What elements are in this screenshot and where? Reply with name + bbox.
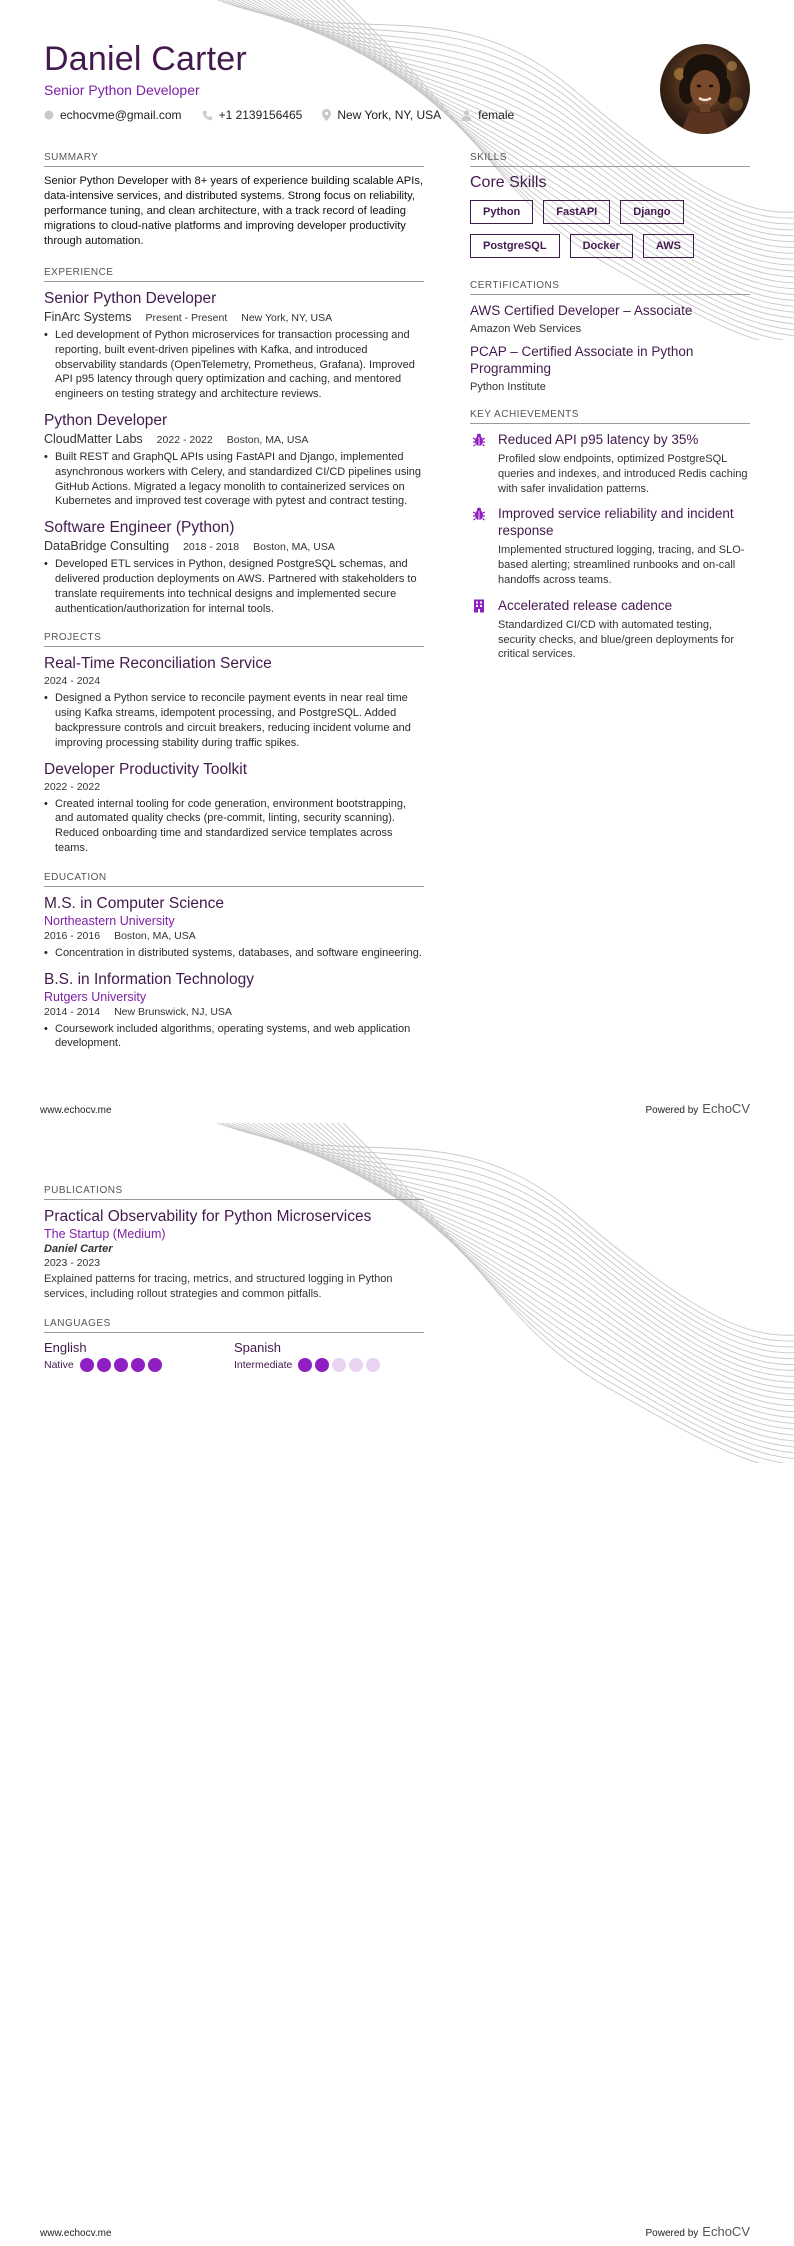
skill-tag: AWS <box>643 234 694 258</box>
language-item <box>234 1340 424 1372</box>
language-list <box>44 1340 424 1372</box>
education-bullets <box>44 1022 424 1052</box>
publication-publisher: The Startup (Medium) <box>44 1227 166 1241</box>
school-name: Rutgers University <box>44 989 147 1004</box>
education-meta <box>44 1006 424 1018</box>
job-meta <box>44 539 424 553</box>
job-dates: 2018 - 2018 <box>183 541 240 554</box>
brand-logo: EchoCV <box>702 2224 750 2239</box>
summary-heading: SUMMARY <box>44 152 424 167</box>
job-bullets <box>44 450 424 509</box>
job-dates: 2022 - 2022 <box>156 433 213 446</box>
project-item <box>44 760 424 856</box>
certification-issuer: Python Institute <box>470 381 546 393</box>
publications-heading: PUBLICATIONS <box>44 1185 424 1200</box>
proficiency-dot-empty <box>366 1358 380 1372</box>
publication-dates: 2023 - 2023 <box>44 1257 101 1269</box>
proficiency-dot-filled <box>315 1358 329 1372</box>
achievement-desc: Standardized CI/CD with automated testing, security checks, and blue/green deployments for critical services. <box>498 618 735 661</box>
location-text: New York, NY, USA <box>337 108 442 122</box>
projects-heading: PROJECTS <box>44 632 424 647</box>
education-item <box>44 894 424 961</box>
achievement-title: Accelerated release cadence <box>498 597 673 613</box>
degree-title: M.S. in Computer Science <box>44 894 225 912</box>
powered-by-text: Powered by <box>645 2228 699 2239</box>
publication-title: Practical Observability for Python Microservices <box>44 1208 372 1225</box>
achievement-item <box>470 505 750 587</box>
bullet-item: • Created internal tooling for code generation, environment bootstrapping, and automated quality checks (pre-commit, linting, security scanning). Reduced onboarding time and standardized service templates across teams. <box>44 797 424 856</box>
date-end: 2022 <box>189 433 213 446</box>
bullet-item: • Built REST and GraphQL APIs using FastAPI and Django, implemented asynchronous workers with Celery, and standardized CI/CD pipelines using GitHub Actions. Migrated a legacy monolith to containerized services on Kubernetes and improved test coverage with pytest and contract testing. <box>44 450 424 509</box>
experience-heading: EXPERIENCE <box>44 267 424 282</box>
date-end: 2014 <box>76 1005 101 1018</box>
proficiency-dots <box>80 1358 165 1372</box>
phone-text: +1 2139156465 <box>218 108 303 122</box>
date-end: 2023 <box>76 1257 101 1269</box>
education-meta <box>44 930 424 942</box>
education-location: Boston, MA, USA <box>114 929 196 942</box>
bullet-item: • Coursework included algorithms, operating systems, and web application development. <box>44 1022 424 1052</box>
job-title: Software Engineer (Python) <box>44 519 235 537</box>
job-meta <box>44 310 424 324</box>
skill-tag: FastAPI <box>543 200 610 224</box>
contact-location <box>322 108 441 122</box>
bullet-item: • Led development of Python microservices for transaction processing and reporting, built event-driven pipelines with Kafka, and introduced observability standards (OpenTelemetry, Prometheus, Grafana). Improved API p95 latency through query optimization and caching, and mentored engineers on testing strategy and architecture reviews. <box>44 328 424 402</box>
person-icon <box>461 110 472 121</box>
bullet-item: • Developed ETL services in Python, designed PostgreSQL schemas, and delivered production deployments on AWS. Partnered with stakeholders to translate requirements into technical designs and implemented secure authentication/authorization for internal tools. <box>44 557 424 616</box>
language-name: Spanish <box>234 1339 281 1355</box>
left-column <box>44 1185 424 1372</box>
certification-title: AWS Certified Developer – Associate <box>470 303 693 318</box>
degree-title: B.S. in Information Technology <box>44 970 254 988</box>
job-meta <box>44 432 424 446</box>
languages-heading: LANGUAGES <box>44 1318 424 1333</box>
proficiency-dot-filled <box>97 1358 111 1372</box>
date-start: 2014 <box>44 1005 68 1018</box>
education-heading: EDUCATION <box>44 872 424 887</box>
phone-icon <box>202 110 213 121</box>
candidate-name: Daniel Carter <box>44 40 247 78</box>
gender-text: female <box>478 108 515 122</box>
job-bullets <box>44 328 424 402</box>
job-title: Senior Python Developer <box>44 290 217 307</box>
footer-powered[interactable] <box>645 1101 750 1116</box>
project-item <box>44 654 424 750</box>
bug-icon <box>473 507 485 521</box>
certification-item <box>470 343 750 393</box>
education-item <box>44 970 424 1052</box>
company-name: DataBridge Consulting <box>44 539 170 554</box>
job-location: Boston, MA, USA <box>226 433 309 446</box>
certification-issuer: Amazon Web Services <box>470 323 582 335</box>
date-start: Present <box>145 312 182 324</box>
skill-tag: Docker <box>570 234 633 258</box>
left-column <box>44 152 424 1060</box>
location-pin-icon <box>322 109 331 121</box>
publication-author: Daniel Carter <box>44 1243 113 1255</box>
job-bullets <box>44 557 424 616</box>
summary-text: Senior Python Developer with 8+ years of experience building scalable APIs, data-intensive services, and distributed systems. Strong focus on reliability, performance tuning, and clean architecture, with a track record of leading migrations to cloud-native platforms and improving developer productivity through automation. <box>44 175 424 247</box>
achievement-desc: Profiled slow endpoints, optimized PostgreSQL queries and indexes, and introduced Redis caching with safer invalidation patterns. <box>498 453 748 495</box>
building-icon <box>473 599 485 613</box>
achievement-item <box>470 431 750 496</box>
skill-tag: Django <box>620 200 683 224</box>
date-start: 2024 <box>44 675 68 688</box>
language-rating <box>234 1358 424 1372</box>
proficiency-dot-filled <box>80 1358 94 1372</box>
contact-email[interactable] <box>44 108 182 122</box>
email-icon <box>44 110 54 120</box>
achievement-title: Improved service reliability and incident response <box>498 506 734 539</box>
avatar <box>660 44 750 134</box>
language-item <box>44 1340 234 1372</box>
avatar-portrait <box>660 44 750 134</box>
proficiency-dot-filled <box>131 1358 145 1372</box>
project-bullets <box>44 691 424 750</box>
job-title: Python Developer <box>44 411 168 429</box>
date-end: 2016 <box>76 929 101 942</box>
skill-tag: Python <box>470 200 533 224</box>
proficiency-dot-filled <box>148 1358 162 1372</box>
achievements-heading: KEY ACHIEVEMENTS <box>470 409 750 424</box>
date-end: 2024 <box>76 675 101 688</box>
experience-item <box>44 411 424 509</box>
bullet-item: • Designed a Python service to reconcile payment events in near real time using Kafka streams, idempotent processing, and PostgreSQL. Added backpressure controls and circuit breakers, reducing incident volume and improving processing stability during traffic spikes. <box>44 691 424 750</box>
bullet-item: • Concentration in distributed systems, databases, and software engineering. <box>44 946 424 961</box>
education-bullets <box>44 946 424 961</box>
date-start: 2023 <box>44 1257 68 1269</box>
skill-tags <box>470 200 750 268</box>
date-end: 2018 <box>215 541 240 554</box>
proficiency-dot-empty <box>332 1358 346 1372</box>
date-start: 2018 <box>183 541 207 554</box>
skills-heading: SKILLS <box>470 152 750 167</box>
language-name: English <box>44 1339 87 1355</box>
experience-item <box>44 518 424 616</box>
contact-bar <box>44 108 534 122</box>
publication-item <box>44 1207 424 1302</box>
school-name: Northeastern University <box>44 913 175 928</box>
date-start: 2022 <box>44 780 68 793</box>
project-title: Developer Productivity Toolkit <box>44 760 248 778</box>
date-start: 2022 <box>156 433 181 446</box>
contact-gender <box>461 108 514 122</box>
date-end: Present <box>191 312 228 324</box>
publication-desc: Explained patterns for tracing, metrics, and structured logging in Python services, including rollout strategies and common pitfalls. <box>44 1273 393 1300</box>
footer-powered[interactable] <box>645 2224 750 2239</box>
company-name: FinArc Systems <box>44 310 132 324</box>
project-dates: 2022 - 2022 <box>44 780 101 793</box>
certification-item <box>470 302 750 335</box>
proficiency-dot-empty <box>349 1358 363 1372</box>
proficiency-dot-filled <box>298 1358 312 1372</box>
achievement-item <box>470 597 750 662</box>
education-dates: 2014 - 2014 <box>44 1005 101 1018</box>
skill-tag: PostgreSQL <box>470 234 560 258</box>
education-dates: 2016 - 2016 <box>44 929 101 942</box>
language-level: Native <box>44 1358 74 1371</box>
email-text: echocvme@gmail.com <box>60 108 182 122</box>
experience-item <box>44 289 424 402</box>
date-start: 2016 <box>44 929 68 942</box>
certification-title: PCAP – Certified Associate in Python Programming <box>470 344 694 376</box>
job-location: Boston, MA, USA <box>253 541 335 554</box>
date-end: 2022 <box>76 780 101 793</box>
job-dates: Present - Present <box>145 312 228 324</box>
education-location: New Brunswick, NJ, USA <box>114 1005 232 1018</box>
brand-logo: EchoCV <box>702 1101 750 1116</box>
skills-group-title: Core Skills <box>470 174 547 191</box>
resume-page-2 <box>0 1123 794 2246</box>
certifications-heading: CERTIFICATIONS <box>470 280 750 295</box>
footer-site-link[interactable]: www.echocv.me <box>40 2228 112 2239</box>
proficiency-dot-filled <box>114 1358 128 1372</box>
achievement-desc: Implemented structured logging, tracing, and SLO-based alerting; streamlined runbooks and on-call handoffs across teams. <box>498 544 745 586</box>
achievement-title: Reduced API p95 latency by 35% <box>498 432 699 447</box>
contact-phone[interactable] <box>202 108 303 122</box>
language-rating <box>44 1358 234 1372</box>
bug-icon <box>473 433 485 447</box>
project-bullets <box>44 797 424 856</box>
footer-site-link[interactable]: www.echocv.me <box>40 1105 112 1116</box>
project-title: Real-Time Reconciliation Service <box>44 655 272 673</box>
right-column <box>470 152 750 671</box>
proficiency-dots <box>298 1358 383 1372</box>
powered-by-text: Powered by <box>645 1105 699 1116</box>
language-level: Intermediate <box>234 1358 293 1371</box>
company-name: CloudMatter Labs <box>44 431 143 446</box>
project-dates: 2024 - 2024 <box>44 675 101 688</box>
candidate-title: Senior Python Developer <box>44 82 200 98</box>
job-location: New York, NY, USA <box>241 312 333 324</box>
